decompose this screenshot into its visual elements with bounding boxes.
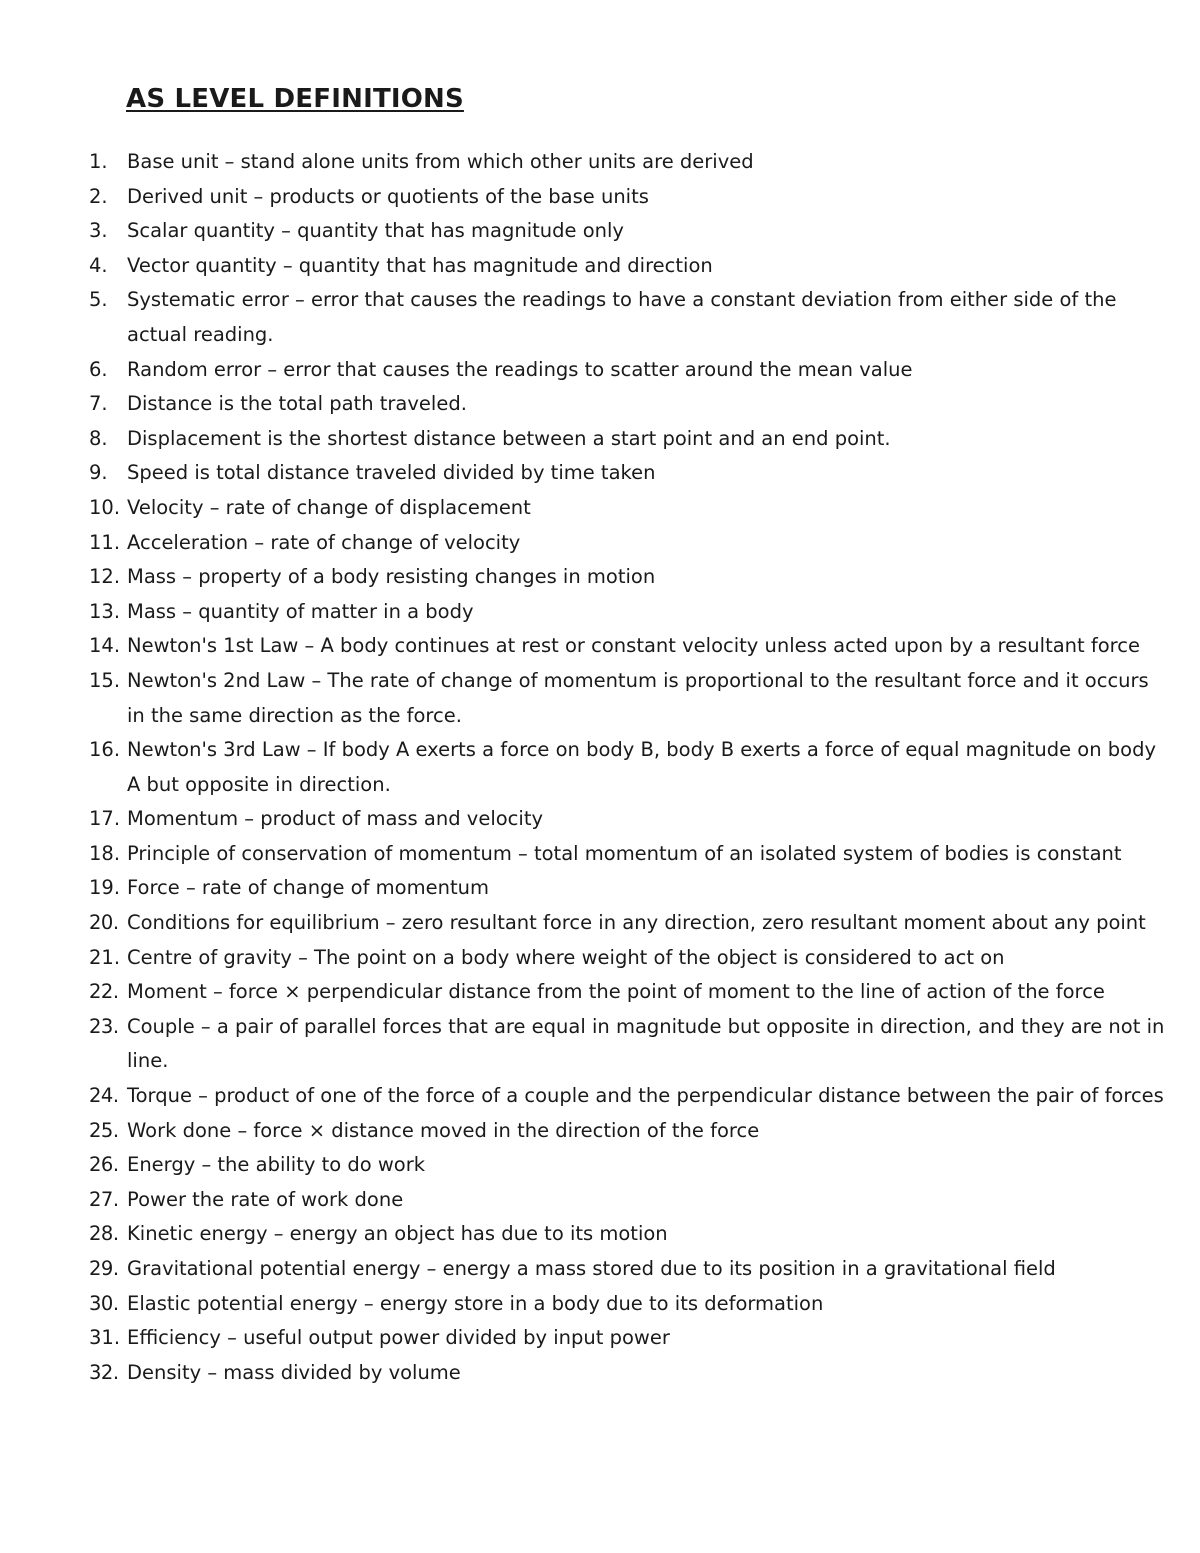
item-number: 20. bbox=[89, 911, 119, 935]
list-item bbox=[0, 1252, 1200, 1287]
item-number: 26. bbox=[89, 1153, 119, 1177]
list-item bbox=[0, 1114, 1200, 1149]
item-text: Mass – property of a body resisting changes in motion bbox=[127, 565, 656, 589]
item-number: 17. bbox=[89, 807, 121, 831]
item-number: 6. bbox=[89, 357, 108, 381]
list-item bbox=[0, 249, 1200, 284]
item-text: Newton's 1st Law – A body continues at rest or constant velocity unless acted upon by a resultant force bbox=[127, 634, 1140, 658]
item-text: Efficiency – useful output power divided by input power bbox=[127, 1326, 670, 1350]
item-number: 18. bbox=[89, 841, 121, 865]
list-item bbox=[0, 1183, 1200, 1218]
list-item bbox=[0, 491, 1200, 526]
item-text: Momentum – product of mass and velocity bbox=[127, 807, 544, 831]
list-item bbox=[0, 871, 1200, 906]
item-number: 22. bbox=[89, 980, 119, 1004]
item-text: Torque – product of one of the force of a couple and the perpendicular distance between the pair of forces bbox=[127, 1084, 1164, 1108]
list-item bbox=[0, 422, 1200, 457]
item-number: 29. bbox=[89, 1257, 119, 1280]
list-item bbox=[0, 560, 1200, 595]
item-number: 27. bbox=[89, 1187, 119, 1211]
list-item bbox=[0, 145, 1200, 180]
item-text: Systematic error – error that causes the readings to have a constant deviation from either side of the actual reading. bbox=[127, 288, 1123, 346]
item-number: 21. bbox=[89, 945, 121, 969]
item-number: 16. bbox=[89, 738, 121, 762]
item-text: Density – mass divided by volume bbox=[127, 1360, 461, 1384]
list-item bbox=[0, 941, 1200, 976]
item-text: Velocity – rate of change of displacement bbox=[127, 495, 531, 519]
list-item bbox=[0, 975, 1200, 1010]
list-item bbox=[0, 802, 1200, 837]
item-number: 1. bbox=[89, 150, 108, 173]
item-number: 32. bbox=[89, 1360, 119, 1384]
list-item bbox=[0, 1010, 1200, 1079]
item-text: Work done – force × distance moved in the direction of the force bbox=[127, 1118, 760, 1142]
item-text: Displacement is the shortest distance between a start point and an end point. bbox=[127, 426, 891, 450]
list-item bbox=[0, 1356, 1200, 1391]
list-item bbox=[0, 664, 1200, 733]
page-title: AS LEVEL DEFINITIONS bbox=[126, 84, 464, 114]
list-item bbox=[0, 1079, 1200, 1114]
list-item bbox=[0, 1321, 1200, 1356]
list-item bbox=[0, 526, 1200, 561]
item-text: Base unit – stand alone units from which other units are derived bbox=[127, 150, 754, 173]
list-item bbox=[0, 283, 1200, 352]
item-text: Centre of gravity – The point on a body where weight of the object is considered to act on bbox=[127, 945, 1005, 969]
item-number: 12. bbox=[89, 565, 121, 589]
list-item bbox=[0, 214, 1200, 249]
item-text: Couple – a pair of parallel forces that are equal in magnitude but opposite in direction, and they are not in line. bbox=[127, 1014, 1171, 1073]
item-text: Force – rate of change of momentum bbox=[127, 876, 489, 900]
list-item bbox=[0, 906, 1200, 941]
item-number: 31. bbox=[89, 1326, 121, 1350]
item-text: Derived unit – products or quotients of the base units bbox=[127, 184, 649, 208]
item-number: 14. bbox=[89, 634, 121, 658]
item-number: 7. bbox=[89, 392, 108, 416]
item-number: 4. bbox=[89, 253, 108, 277]
item-text: Energy – the ability to do work bbox=[127, 1153, 426, 1177]
item-number: 3. bbox=[89, 219, 108, 243]
list-item bbox=[0, 595, 1200, 630]
item-text: Vector quantity – quantity that has magnitude and direction bbox=[127, 253, 713, 277]
list-item bbox=[0, 353, 1200, 388]
list-item bbox=[0, 837, 1200, 872]
item-number: 8. bbox=[89, 426, 108, 450]
item-text: Moment – force × perpendicular distance from the point of moment to the line of action of the force bbox=[127, 980, 1105, 1004]
item-number: 28. bbox=[89, 1222, 119, 1246]
item-number: 9. bbox=[89, 461, 108, 485]
item-text: Conditions for equilibrium – zero resultant force in any direction, zero resultant moment about any point bbox=[127, 911, 1146, 935]
item-text: Kinetic energy – energy an object has due to its motion bbox=[127, 1222, 668, 1246]
item-number: 5. bbox=[89, 288, 108, 312]
item-number: 11. bbox=[89, 530, 121, 554]
definitions-list bbox=[0, 145, 1200, 1390]
list-item bbox=[0, 456, 1200, 491]
item-text: Elastic potential energy – energy store in a body due to its deformation bbox=[127, 1291, 824, 1315]
item-number: 30. bbox=[89, 1291, 119, 1315]
list-item bbox=[0, 180, 1200, 215]
list-item bbox=[0, 387, 1200, 422]
item-text: Mass – quantity of matter in a body bbox=[127, 599, 474, 623]
item-number: 15. bbox=[89, 668, 121, 692]
item-text: Speed is total distance traveled divided by time taken bbox=[127, 461, 656, 485]
list-item bbox=[0, 629, 1200, 664]
item-number: 10. bbox=[89, 495, 121, 519]
item-text: Newton's 2nd Law – The rate of change of momentum is proportional to the resultant force and it occurs in the same direction as the force. bbox=[127, 668, 1155, 727]
item-text: Acceleration – rate of change of velocity bbox=[127, 530, 521, 554]
item-text: Newton's 3rd Law – If body A exerts a force on body B, body B exerts a force of equal magnitude on body A but opposite in direction. bbox=[127, 738, 1163, 796]
item-text: Gravitational potential energy – energy a mass stored due to its position in a gravitational field bbox=[127, 1257, 1056, 1280]
item-text: Power the rate of work done bbox=[127, 1187, 404, 1211]
item-text: Random error – error that causes the readings to scatter around the mean value bbox=[127, 357, 913, 381]
list-item bbox=[0, 733, 1200, 802]
item-number: 2. bbox=[89, 184, 108, 208]
item-number: 25. bbox=[89, 1118, 119, 1142]
list-item bbox=[0, 1148, 1200, 1183]
item-number: 19. bbox=[89, 876, 121, 900]
item-text: Scalar quantity – quantity that has magnitude only bbox=[127, 219, 624, 243]
item-number: 23. bbox=[89, 1014, 119, 1038]
item-number: 13. bbox=[89, 599, 121, 623]
list-item bbox=[0, 1217, 1200, 1252]
list-item bbox=[0, 1287, 1200, 1322]
item-number: 24. bbox=[89, 1084, 119, 1108]
item-text: Distance is the total path traveled. bbox=[127, 392, 467, 416]
item-text: Principle of conservation of momentum – total momentum of an isolated system of bodies is constant bbox=[127, 841, 1122, 865]
